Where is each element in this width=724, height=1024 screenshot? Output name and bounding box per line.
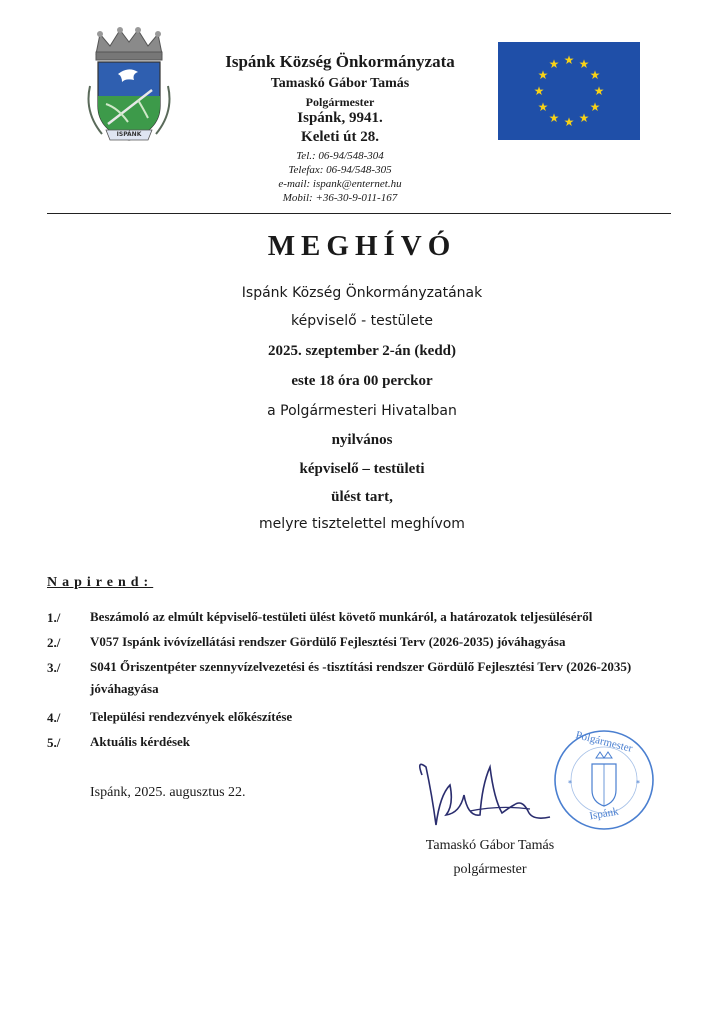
eu-flag bbox=[498, 42, 640, 140]
agenda-item-text: Beszámoló az elmúlt képviselő-testületi ülést követő munkáról, a határozatok teljesüléséről bbox=[90, 609, 593, 624]
svg-text:*: * bbox=[636, 779, 640, 788]
mayor-name: Tamaskó Gábor Tamás bbox=[270, 76, 410, 91]
invitation-line-2: képviselő - testülete bbox=[291, 313, 433, 329]
meeting-time: este 18 óra 00 perckor bbox=[291, 373, 433, 389]
svg-text:*: * bbox=[568, 779, 572, 788]
agenda-item-text: S041 Őriszentpéter szennyvízelvezetési és -tisztítási rendszer Gördülő Fejlesztési Terv (2026-2035) jóváhagyása bbox=[90, 659, 632, 696]
handwritten-signature bbox=[410, 755, 560, 835]
agenda-item-text: Aktuális kérdések bbox=[90, 734, 191, 749]
meeting-date: 2025. szeptember 2-án (kedd) bbox=[267, 343, 457, 359]
svg-text:★: ★ bbox=[563, 53, 575, 67]
svg-text:★: ★ bbox=[563, 115, 575, 129]
svg-text:★: ★ bbox=[589, 68, 601, 82]
agenda-item-number: 1./ bbox=[47, 610, 61, 625]
phone-line: Tel.: 06-94/548-304 bbox=[296, 150, 384, 162]
street-address: Keleti út 28. bbox=[301, 129, 379, 145]
agenda-item-number: 3./ bbox=[47, 660, 61, 675]
document-title: MEGHÍVÓ bbox=[267, 230, 457, 262]
fax-line: Telefax: 06-94/548-305 bbox=[288, 164, 392, 176]
signer-role: polgármester bbox=[453, 862, 527, 877]
svg-text:★: ★ bbox=[578, 111, 590, 125]
official-stamp bbox=[552, 728, 656, 832]
svg-text:★: ★ bbox=[537, 100, 549, 114]
coat-of-arms bbox=[78, 26, 180, 150]
svg-text:★: ★ bbox=[589, 100, 601, 114]
agenda-item-text: V057 Ispánk ivóvízellátási rendszer Gördülő Fejlesztési Terv (2026-2035) jóváhagyása bbox=[90, 634, 566, 649]
agenda-item-number: 5./ bbox=[47, 735, 61, 750]
agenda-item-number: 2./ bbox=[47, 635, 61, 650]
stamp-text-bottom: Ispánk bbox=[588, 805, 620, 823]
email-line: e-mail: ispank@enternet.hu bbox=[278, 178, 402, 190]
svg-text:★: ★ bbox=[578, 57, 590, 71]
svg-text:★: ★ bbox=[593, 84, 605, 98]
signer-name: Tamaskó Gábor Tamás bbox=[425, 838, 555, 853]
org-name: Ispánk Község Önkormányzata bbox=[225, 52, 455, 71]
place-and-date: Ispánk, 2025. augusztus 22. bbox=[90, 785, 246, 800]
meeting-place: a Polgármesteri Hivatalban bbox=[267, 403, 457, 419]
mayor-role: Polgármester bbox=[305, 95, 375, 109]
meeting-public: nyilvános bbox=[331, 432, 393, 448]
meeting-session: ülést tart, bbox=[331, 489, 393, 505]
stamp-text-top: Polgármester bbox=[574, 729, 634, 755]
crest-ribbon-text: ISPÁNK bbox=[116, 131, 142, 138]
svg-text:★: ★ bbox=[548, 111, 560, 125]
city-postcode: Ispánk, 9941. bbox=[297, 110, 383, 126]
agenda-item-text: Települési rendezvények előkészítése bbox=[90, 709, 293, 724]
meeting-body: képviselő – testületi bbox=[299, 461, 425, 477]
svg-text:★: ★ bbox=[548, 57, 560, 71]
svg-text:★: ★ bbox=[533, 84, 545, 98]
invitation-closing: melyre tisztelettel meghívom bbox=[259, 516, 465, 532]
mobile-line: Mobil: +36-30-9-011-167 bbox=[282, 192, 398, 204]
agenda-item-number: 4./ bbox=[47, 710, 61, 725]
agenda-heading: Napirend: bbox=[47, 575, 154, 590]
svg-text:★: ★ bbox=[537, 68, 549, 82]
invitation-line-1: Ispánk Község Önkormányzatának bbox=[241, 285, 483, 301]
header-divider bbox=[47, 213, 671, 214]
